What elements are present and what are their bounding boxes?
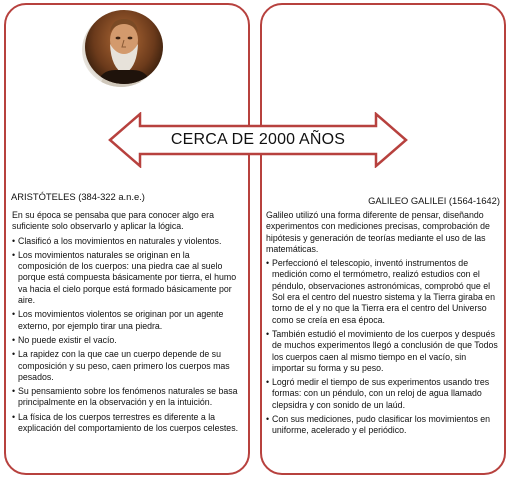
list-item: • La física de los cuerpos terrestres es diferente a la explicación del comportamiento de los cuerpos celestes. bbox=[12, 412, 240, 435]
list-item: • Con sus mediciones, pudo clasificar los movimientos en uniforme, acelerado y el periódico. bbox=[266, 414, 500, 437]
list-item: • No puede existir el vacío. bbox=[12, 335, 240, 346]
galileo-body bbox=[266, 210, 500, 440]
list-item: • La rapidez con la que cae un cuerpo depende de su composición y su peso, caen primero los cuerpos mas pesados. bbox=[12, 349, 240, 383]
list-item: • Los movimientos naturales se originan en la composición de los cuerpos: una piedra cae al suelo porque está compuesta básicamente por tierra, el humo va hacia el cielo porque está formado básicamente por aire. bbox=[12, 250, 240, 306]
galileo-bullet-list bbox=[266, 258, 500, 436]
timespan-label: CERCA DE 2000 AÑOS bbox=[170, 131, 346, 148]
list-item: • Perfeccionó el telescopio, inventó instrumentos de medición como el termómetro, realizó estudios con el péndulo, observaciones astronómicas, comprobó que el Sol era el centro del nuestro sistema y la Tierra giraba en torno de el y no que la Tierra era el centro del Universo como se creía en esa época. bbox=[266, 258, 500, 326]
list-item: • Su pensamiento sobre los fenómenos naturales se basa principalmente en la observación y en la intuición. bbox=[12, 386, 240, 409]
galileo-heading: GALILEO GALILEI (1564-1642) bbox=[368, 195, 500, 206]
list-item: • Clasificó a los movimientos en naturales y violentos. bbox=[12, 236, 240, 247]
galileo-intro: Galileo utilizó una forma diferente de pensar, diseñando experimentos con mediciones precisas, comprobación de hipótesis y generación de teorías mediante el uso de las matemáticas. bbox=[266, 210, 490, 254]
aristotle-bullet-list bbox=[12, 236, 240, 435]
timespan-arrow bbox=[108, 112, 408, 168]
aristotle-heading: ARISTÓTELES (384-322 a.n.e.) bbox=[11, 191, 145, 202]
aristotle-intro: En su época se pensaba que para conocer algo era suficiente solo observarlo y aplicar la lógica. bbox=[12, 210, 214, 232]
galileo-portrait-icon bbox=[85, 10, 163, 84]
list-item: • También estudió el movimiento de los cuerpos y después de muchos experimentos llegó a conclusión de que Todos los cuerpos caen al mismo tiempo en el vacío, sin importar su forma y su peso. bbox=[266, 329, 500, 374]
list-item: • Logró medir el tiempo de sus experimentos usando tres formas: con un péndulo, con un reloj de agua llamado clepsidra y con sonido de un laúd. bbox=[266, 377, 500, 411]
list-item: • Los movimientos violentos se originan por un agente externo, por ejemplo tirar una piedra. bbox=[12, 309, 240, 332]
aristotle-body bbox=[12, 210, 240, 437]
